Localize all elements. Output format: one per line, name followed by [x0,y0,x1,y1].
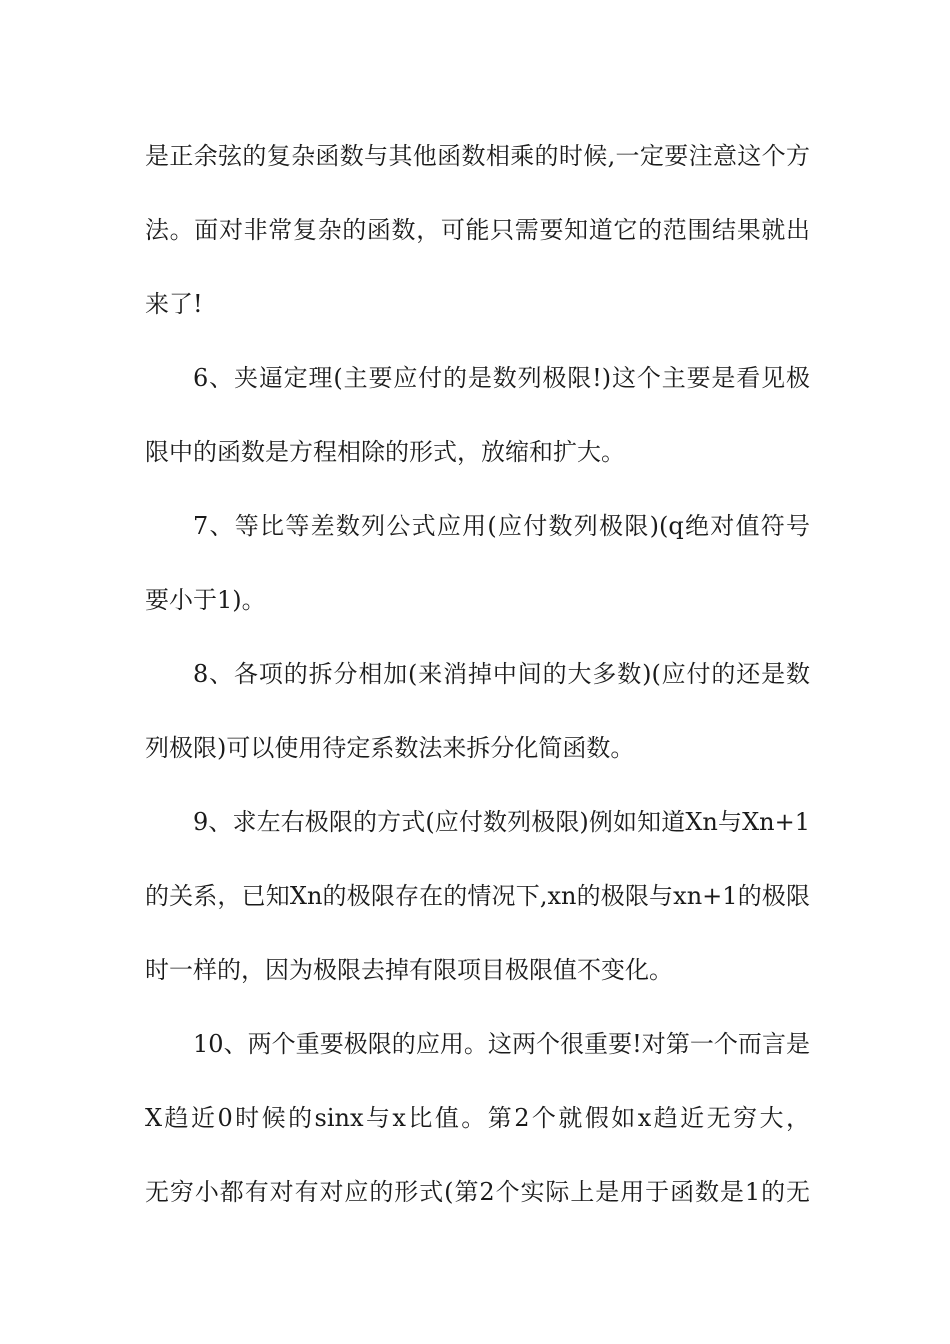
paragraph-line: 无穷小都有对有对应的形式(第2个实际上是用于函数是1的无 [145,1178,810,1206]
paragraph-line: 6、夹逼定理(主要应付的是数列极限!)这个主要是看见极 [193,364,810,392]
paragraph-line: 8、各项的拆分相加(来消掉中间的大多数)(应付的还是数 [193,660,810,688]
paragraph-line: 列极限)可以使用待定系数法来拆分化简函数。 [145,734,635,762]
paragraph-line: 7、等比等差数列公式应用(应付数列极限)(q绝对值符号 [193,512,810,540]
paragraph-line: X趋近0时候的sinx与x比值。第2个就假如x趋近无穷大， [145,1104,810,1132]
paragraph-line: 来了! [145,290,203,318]
paragraph-line: 要小于1)。 [145,586,266,614]
paragraph-line: 限中的函数是方程相除的形式，放缩和扩大。 [145,438,625,466]
paragraph-line: 法。面对非常复杂的函数，可能只需要知道它的范围结果就出 [145,216,810,244]
paragraph-line: 9、求左右极限的方式(应付数列极限)例如知道Xn与Xn+1 [193,808,810,836]
paragraph-line: 10、两个重要极限的应用。这两个很重要!对第一个而言是 [193,1030,810,1058]
paragraph-line: 时一样的，因为极限去掉有限项目极限值不变化。 [145,956,673,984]
paragraph-line: 的关系，已知Xn的极限存在的情况下,xn的极限与xn+1的极限 [145,882,810,910]
paragraph-line: 是正余弦的复杂函数与其他函数相乘的时候,一定要注意这个方 [145,142,810,170]
